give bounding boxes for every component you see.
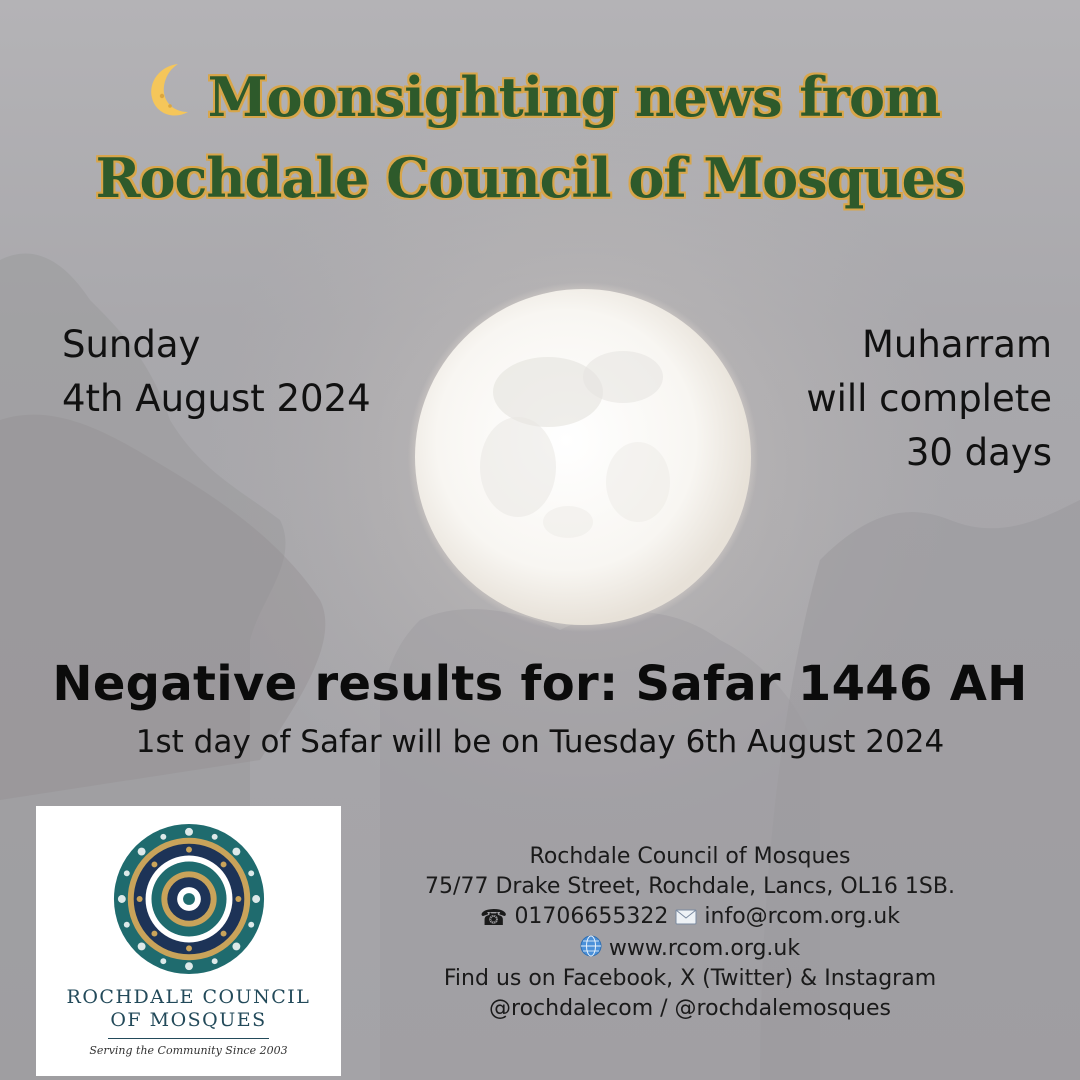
phone-icon: ☎ [480, 906, 508, 931]
subline: 1st day of Safar will be on Tuesday 6th August 2024 [135, 724, 945, 760]
muharram-line-3: 30 days [905, 431, 1052, 474]
logo-name-line-2: OF MOSQUES [110, 1009, 267, 1031]
logo-tagline: Serving the Community Since 2003 [89, 1044, 288, 1057]
contact-phone-email-row [380, 902, 1000, 934]
muharram-block [806, 318, 1052, 480]
title-line-1 [0, 60, 1080, 129]
contact-website-row [380, 934, 1000, 964]
contact-handles[interactable]: @rochdalecom / @rochdalemosques [489, 996, 891, 1021]
contact-social: Find us on Facebook, X (Twitter) & Instagram [443, 966, 937, 991]
muharram-line-2: will complete [806, 377, 1052, 420]
date-full: 4th August 2024 [62, 377, 371, 420]
muharram-line-1: Muharram [862, 323, 1052, 366]
date-day: Sunday [62, 323, 201, 366]
mandala-logo-icon [110, 820, 268, 978]
envelope-icon [675, 909, 697, 925]
contact-block [380, 842, 1000, 1024]
full-moon-image [408, 282, 758, 632]
date-block [62, 318, 371, 426]
title-text-1: Moonsighting news from [207, 65, 941, 129]
contact-email[interactable]: info@rcom.org.uk [704, 904, 900, 929]
contact-website[interactable]: www.rcom.org.uk [608, 936, 801, 961]
globe-icon [580, 935, 602, 957]
contact-org: Rochdale Council of Mosques [529, 844, 851, 869]
contact-address: 75/77 Drake Street, Rochdale, Lancs, OL16 1SB. [425, 874, 955, 899]
headline: Negative results for: Safar 1446 AH [52, 656, 1028, 712]
logo-card [36, 806, 341, 1076]
contact-phone[interactable]: 01706655322 [514, 904, 669, 929]
crescent-moon-icon [140, 60, 200, 120]
title-line-2: Rochdale Council of Mosques [95, 146, 965, 210]
logo-divider [108, 1038, 269, 1039]
logo-name-line-1: ROCHDALE COUNCIL [66, 986, 311, 1008]
